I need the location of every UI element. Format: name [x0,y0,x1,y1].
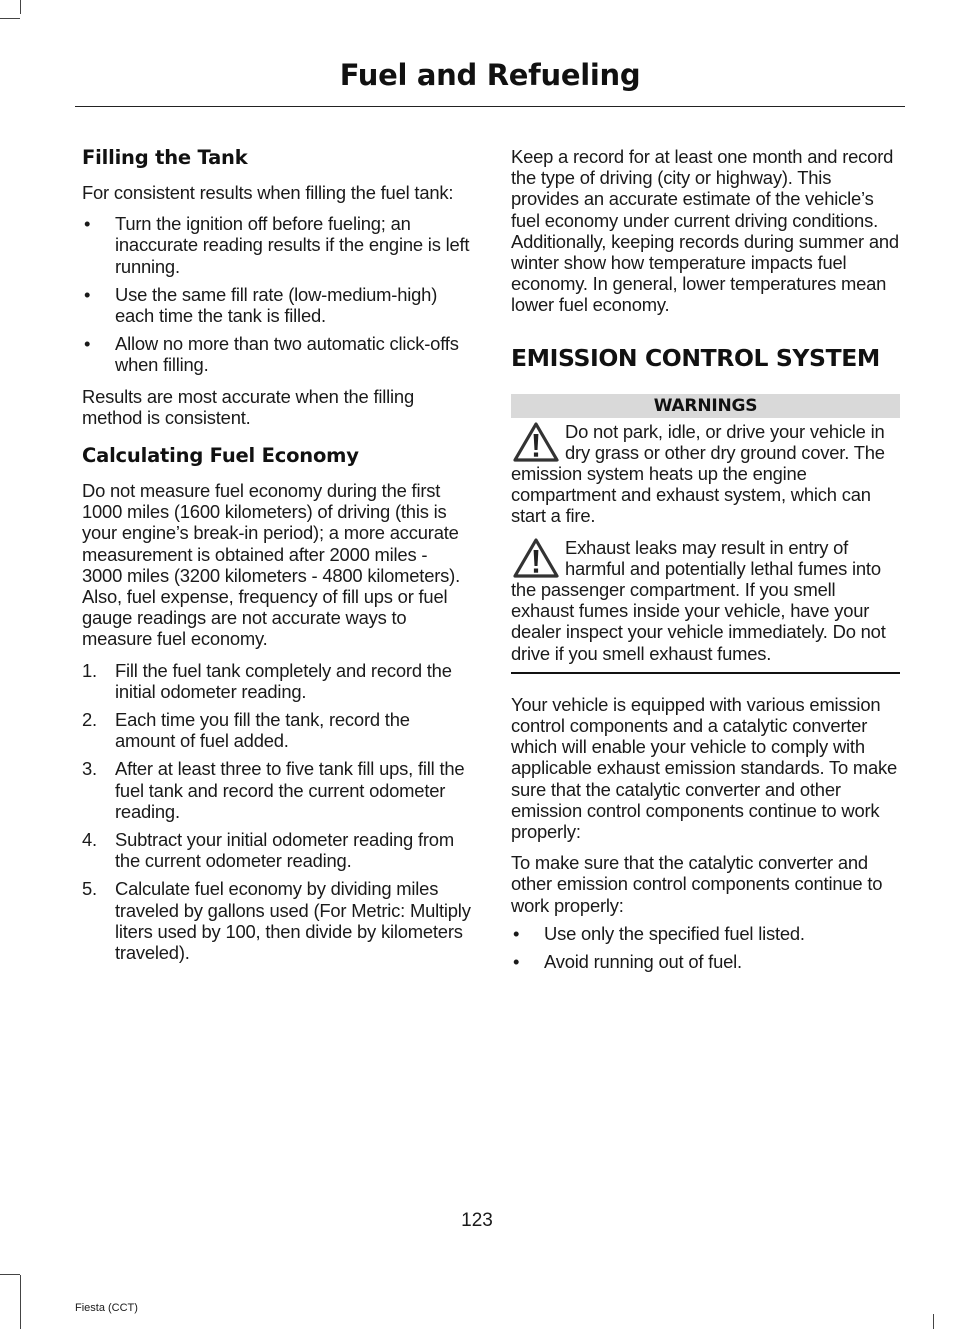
footer-model: Fiesta (CCT) [75,1302,138,1314]
bullet-marker: • [84,283,91,305]
emission-paragraph: To make sure that the catalytic converter and other emission control components continue to work properly: [511,852,883,916]
list-item [82,660,471,702]
calculating-steps [82,660,471,964]
list-item-text: Avoid running out of fuel. [544,951,742,973]
filling-closing: Results are most accurate when the filling method is consistent. [82,385,414,428]
list-item [82,284,471,326]
list-item [511,951,900,972]
warning-text: Do not park, idle, or drive your vehicle in dry grass or other dry ground cover. The emission system heats up the engine compartment and exhaust system, which can start a fire. [511,420,885,527]
list-item-text: Fill the fuel tank completely and record the initial odometer reading. [115,659,452,702]
bullet-marker: • [513,951,520,973]
calculating-heading: Calculating Fuel Economy [82,444,359,468]
crop-mark [0,1274,20,1275]
emission-heading: EMISSION CONTROL SYSTEM [511,343,880,372]
list-item-text: After at least three to five tank fill ups, fill the fuel tank and record the current odometer reading. [115,758,465,822]
header-divider [75,106,905,107]
list-item [82,333,471,375]
step-number: 1. [82,659,97,681]
warning-text: Exhaust leaks may result in entry of harmful and potentially lethal fumes into the passenger compartment. If you smell exhaust fumes inside your vehicle, have your dealer inspect your vehicle immediately. Do not drive if you smell exhaust fumes. [511,536,886,664]
list-item-text: Calculate fuel economy by dividing miles traveled by gallons used (For Metric: Multiply liters used by 100, then divide by kilometers traveled). [115,878,471,964]
list-item-text: Use the same fill rate (low-medium-high) each time the tank is filled. [115,283,438,327]
right-column [511,146,900,972]
list-item-text: Turn the ignition off before fueling; an inaccurate reading results if the engine is left running. [115,213,470,277]
bullet-marker: • [84,213,91,235]
filling-bullets [82,213,471,375]
step-number: 5. [82,878,97,900]
warnings-divider [511,672,900,674]
list-item-text: Subtract your initial odometer reading from the current odometer reading. [115,829,454,872]
page-title: Fuel and Refueling [339,58,641,92]
bullet-marker: • [84,333,91,355]
list-item [511,923,900,944]
crop-mark [20,0,21,14]
calculating-intro: Do not measure fuel economy during the first 1000 miles (1600 kilometers) of driving (this is your engine’s break-in period); a more accurate measurement is obtained after 2000 miles - 3000 miles (3200 kilometers - 4800 kilometers). Also, fuel expense, frequency of fill ups or fuel gauge readings are not accurate ways to measure fuel economy. [82,480,460,650]
list-item-text: Use only the specified fuel listed. [544,922,805,944]
list-item-text: Each time you fill the tank, record the amount of fuel added. [115,709,410,752]
step-number: 3. [82,758,97,780]
list-item [82,213,471,277]
bullet-marker: • [513,922,520,944]
warning-item [511,421,900,527]
warning-triangle-icon [512,421,560,463]
page-number: 123 [461,1210,493,1231]
crop-mark [20,1275,21,1329]
warning-item [511,537,900,664]
warning-triangle-icon [512,537,560,579]
step-number: 2. [82,709,97,731]
crop-mark [933,1314,934,1329]
filling-heading: Filling the Tank [82,146,248,169]
list-item-text: Allow no more than two automatic click-offs when filling. [115,333,459,376]
crop-mark [0,18,20,19]
left-column [82,146,471,963]
filling-intro: For consistent results when filling the fuel tank: [82,182,454,203]
list-item [82,878,471,963]
warnings-header: WARNINGS [511,394,900,418]
list-item [82,829,471,871]
emission-bullets [511,923,900,972]
emission-paragraph: Your vehicle is equipped with various emission control components and a catalytic converter which will enable your vehicle to comply with applicable exhaust emission standards. To make sure that the catalytic converter and other emission control components continue to work properly: [511,693,898,843]
list-item [82,758,471,822]
record-paragraph: Keep a record for at least one month and record the type of driving (city or highway). This provides an accurate estimate of the vehicle’s fuel economy under current driving conditions. Additionally, keeping records during summer and winter show how temperature impacts fuel economy. In general, lower temperatures mean lower fuel economy. [511,146,899,316]
list-item [82,709,471,751]
step-number: 4. [82,829,97,851]
